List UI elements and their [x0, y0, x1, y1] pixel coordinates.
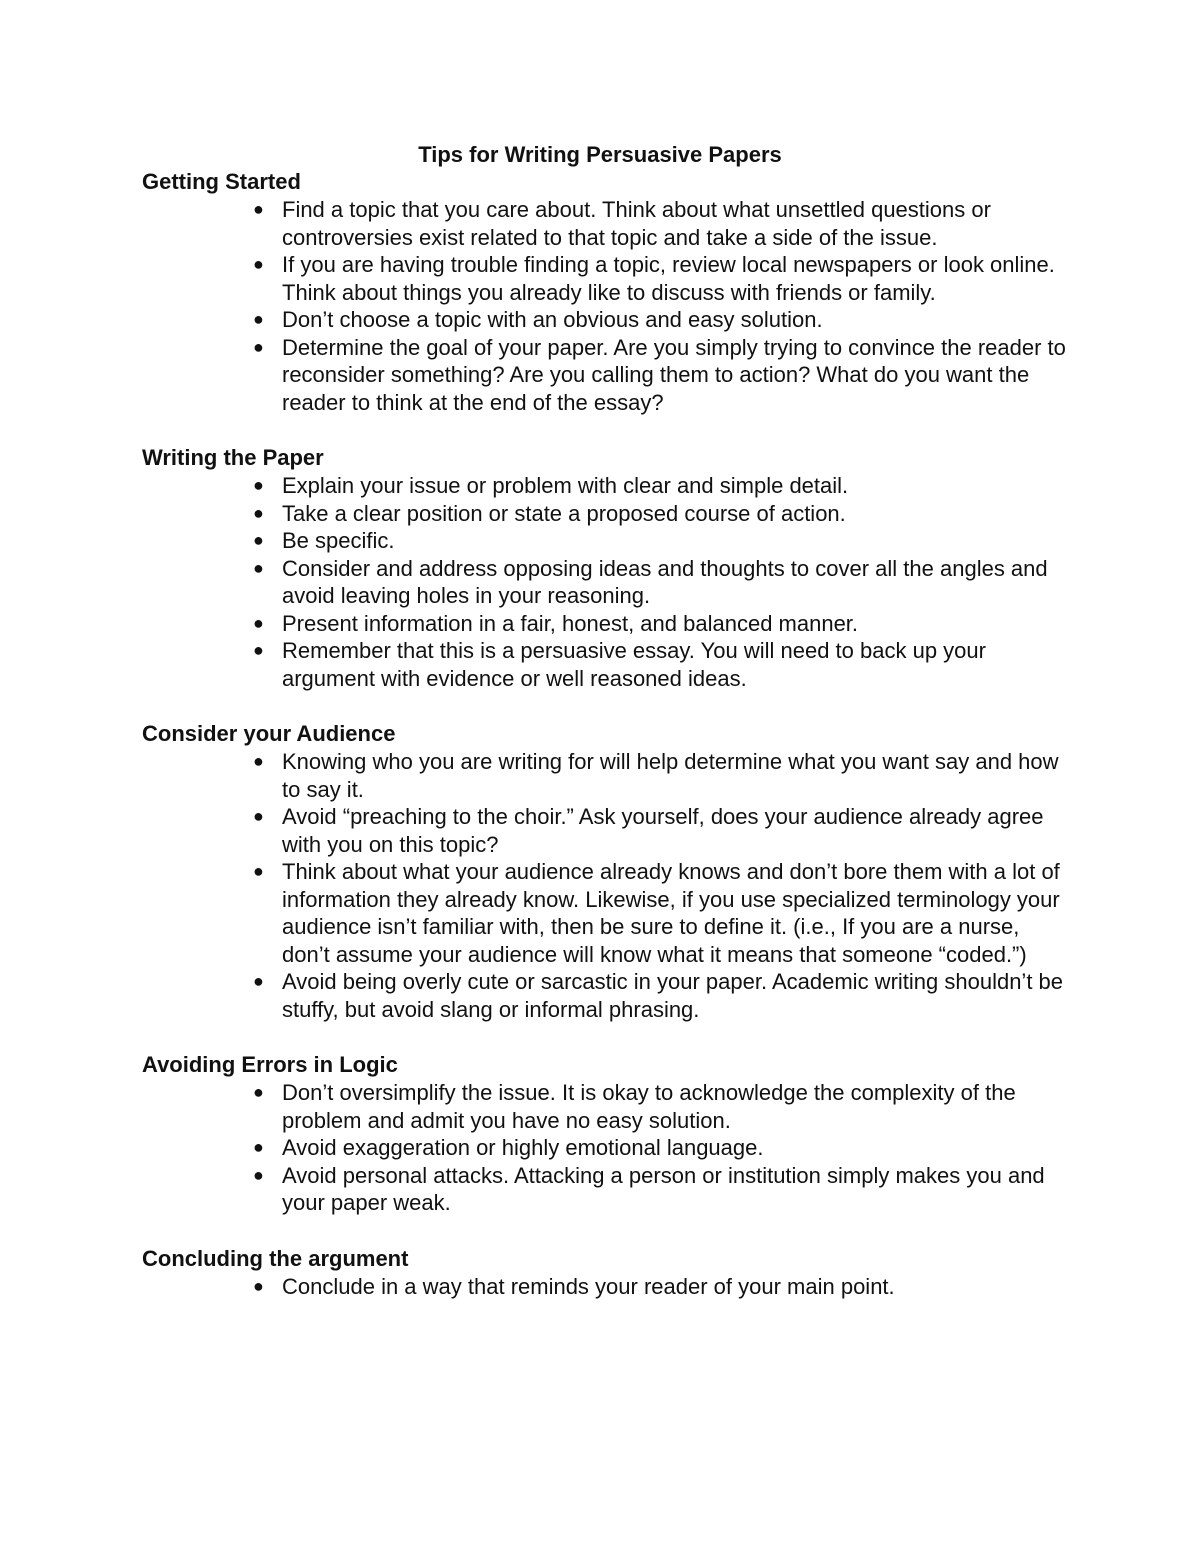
bullet-icon: ● [253, 475, 264, 495]
bullet-icon: ● [253, 1275, 264, 1296]
bullet-icon: ● [253, 530, 264, 550]
bullet-icon: ● [253, 1137, 264, 1157]
bullet-icon: ● [253, 1164, 264, 1185]
list-item-text: Remember that this is a persuasive essay. You will need to back up your argument with evidence or well reasoned ideas. [282, 638, 986, 691]
list-item [142, 555, 1072, 610]
bullet-icon: ● [253, 751, 264, 771]
list-item [142, 1162, 1072, 1217]
section-consider-your-audience [142, 720, 1072, 1023]
bullet-icon: ● [253, 502, 264, 523]
list-item [142, 334, 1072, 417]
list-item-text: Take a clear position or state a proposed course of action. [282, 500, 846, 526]
bullet-icon: ● [253, 806, 264, 826]
list-item-text: Think about what your audience already knows and don’t bore them with a lot of information they already know. Likewise, if you use specialized terminology your audience isn’t familiar with, then be sure to define it. (i.e., If you are a nurse, don’t assume your audience will know what it means that someone “coded.”) [282, 859, 1060, 967]
section-heading: Avoiding Errors in Logic [142, 1052, 398, 1077]
section-avoiding-errors-in-logic [142, 1051, 1072, 1217]
bullet-list [142, 196, 1072, 416]
list-item-text: Avoid exaggeration or highly emotional language. [282, 1135, 764, 1160]
bullet-list [142, 472, 1072, 692]
bullet-list [142, 1273, 1072, 1301]
list-item-text: Knowing who you are writing for will help determine what you want say and how to say it. [282, 749, 1059, 802]
list-item-text: Be specific. [282, 528, 395, 553]
list-item [142, 748, 1072, 803]
list-item-text: Don’t oversimplify the issue. It is okay to acknowledge the complexity of the problem and admit you have no easy solution. [282, 1080, 1016, 1133]
section-heading: Concluding the argument [142, 1245, 409, 1271]
list-item-text: Avoid being overly cute or sarcastic in your paper. Academic writing shouldn’t be stuffy, but avoid slang or informal phrasing. [282, 969, 1064, 1022]
list-item [142, 306, 1072, 334]
list-item [142, 637, 1072, 692]
section-concluding-the-argument [142, 1245, 1072, 1301]
bullet-icon: ● [253, 557, 264, 578]
list-item [142, 1273, 1072, 1301]
section-writing-the-paper [142, 444, 1072, 692]
list-item [142, 803, 1072, 858]
list-item [142, 251, 1072, 306]
bullet-icon: ● [253, 336, 264, 357]
list-item [142, 500, 1072, 528]
list-item-text: Consider and address opposing ideas and thoughts to cover all the angles and avoid leaving holes in your reasoning. [282, 555, 1048, 608]
bullet-list [142, 1079, 1072, 1217]
bullet-icon: ● [253, 971, 264, 991]
list-item [142, 1079, 1072, 1134]
list-item [142, 196, 1072, 251]
section-heading: Consider your Audience [142, 721, 396, 746]
document-title: Tips for Writing Persuasive Papers [418, 142, 782, 167]
bullet-icon: ● [253, 309, 264, 329]
list-item [142, 610, 1072, 638]
list-item [142, 968, 1072, 1023]
list-item-text: Avoid “preaching to the choir.” Ask yourself, does your audience already agree with you on this topic? [282, 804, 1044, 857]
bullet-icon: ● [253, 1082, 264, 1102]
list-item [142, 858, 1072, 968]
list-item [142, 1134, 1072, 1162]
bullet-icon: ● [253, 861, 264, 881]
list-item-text: Determine the goal of your paper. Are you simply trying to convince the reader to reconsider something? Are you calling them to action? What do you want the reader to think at the end of the essay? [282, 334, 1066, 415]
document-body [142, 168, 1072, 1328]
bullet-icon: ● [253, 612, 264, 633]
bullet-list [142, 748, 1072, 1023]
list-item-text: Avoid personal attacks. Attacking a person or institution simply makes you and your paper weak. [282, 1162, 1045, 1215]
list-item [142, 472, 1072, 500]
bullet-icon: ● [253, 199, 264, 219]
list-item [142, 527, 1072, 555]
bullet-icon: ● [253, 254, 264, 274]
list-item-text: Find a topic that you care about. Think about what unsettled questions or controversies exist related to that topic and take a side of the issue. [282, 197, 991, 250]
bullet-icon: ● [253, 640, 264, 660]
list-item-text: If you are having trouble finding a topic, review local newspapers or look online. Think about things you already like to discuss with friends or family. [282, 252, 1055, 305]
section-heading: Getting Started [142, 169, 301, 194]
list-item-text: Present information in a fair, honest, and balanced manner. [282, 610, 859, 636]
section-getting-started [142, 168, 1072, 416]
section-heading: Writing the Paper [142, 445, 324, 470]
list-item-text: Don’t choose a topic with an obvious and easy solution. [282, 307, 823, 332]
list-item-text: Explain your issue or problem with clear and simple detail. [282, 473, 849, 498]
list-item-text: Conclude in a way that reminds your reader of your main point. [282, 1273, 895, 1299]
